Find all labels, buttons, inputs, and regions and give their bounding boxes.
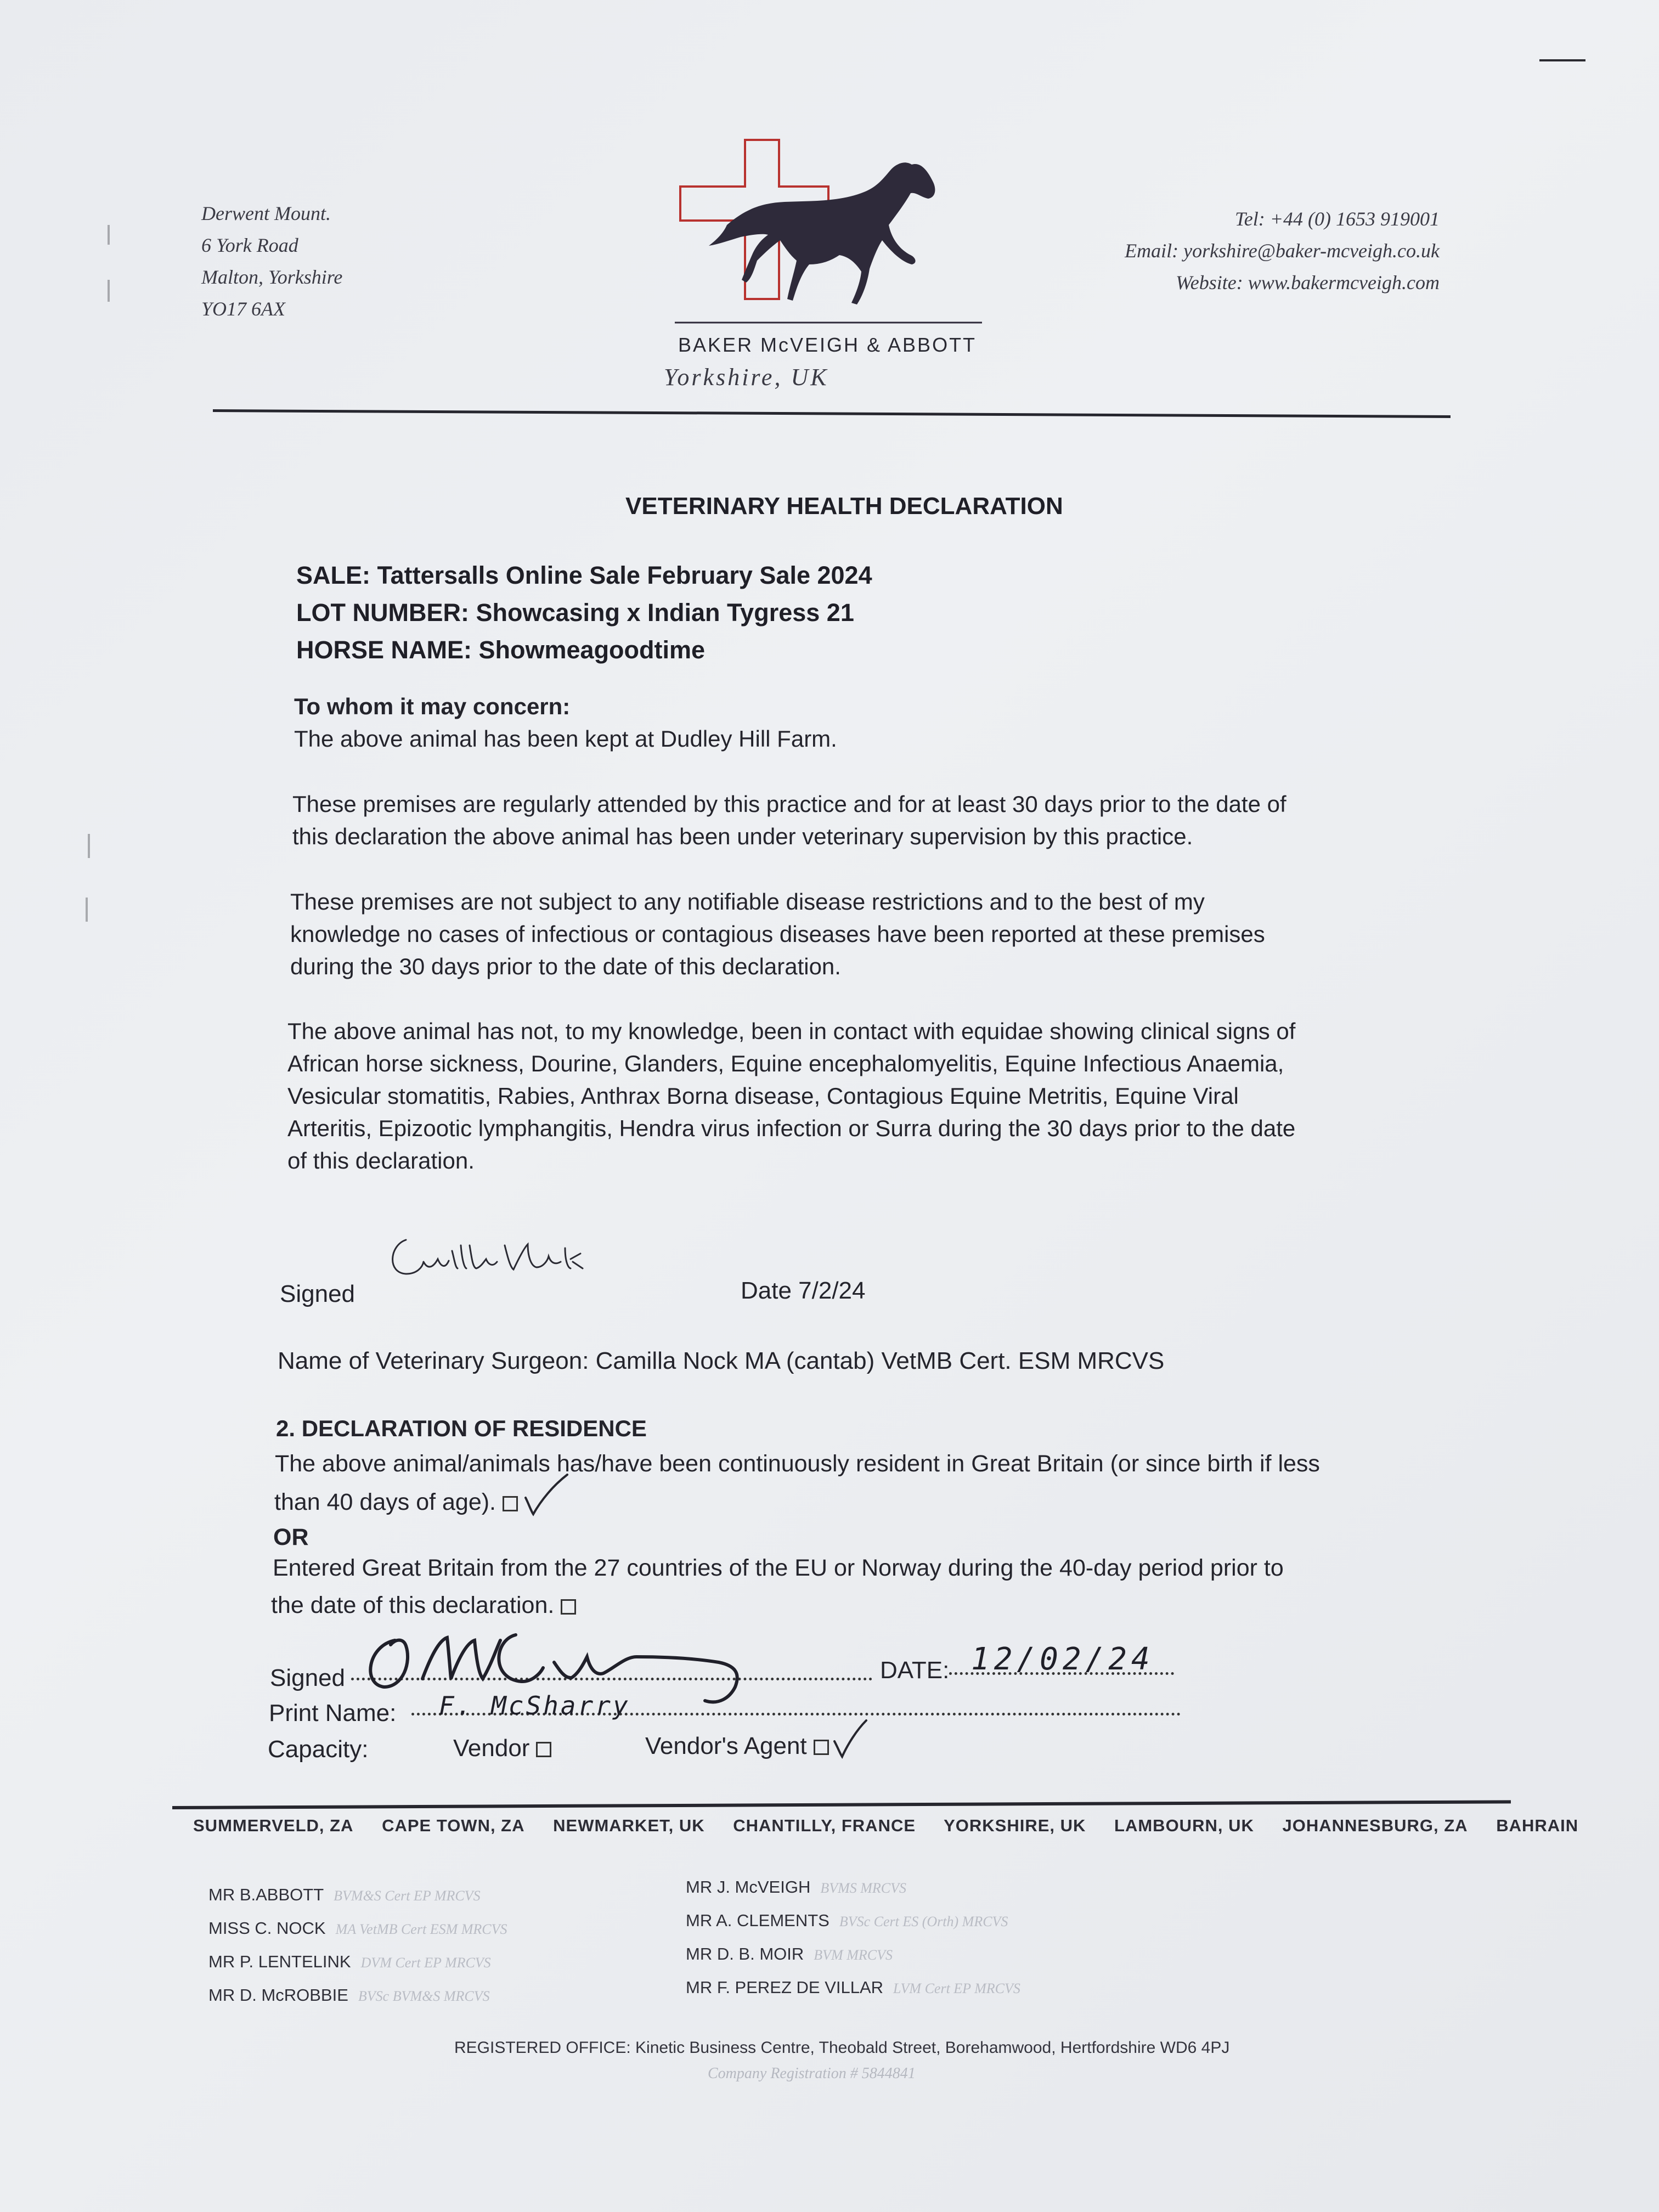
registered-office: REGISTERED OFFICE: Kinetic Business Centre, Theobald Street, Borehamwood, Hertfordshire WD6 4PJ [454,2039,1230,2057]
company-registration: Company Registration # 5844841 [708,2065,916,2082]
checkmark-icon [831,1717,870,1761]
paragraph-line: The above animal has been kept at Dudley Hill Farm. [294,726,837,752]
residence-line: Entered Great Britain from the 27 countries of the EU or Norway during the 40-day period prior to [273,1555,1284,1581]
paragraph-line: this declaration the above animal has been under veterinary supervision by this practice. [292,823,1193,849]
office-location: YORKSHIRE, UK [944,1816,1086,1835]
partners-right [686,1871,1020,2005]
residence-line: the date of this declaration. [271,1592,555,1618]
scan-mark [1539,59,1585,61]
office-location: BAHRAIN [1496,1816,1579,1835]
vendor-agent-checkbox[interactable] [814,1740,829,1755]
agent-signed-label: Signed [270,1664,346,1691]
scan-mark [88,834,90,858]
print-name-handwritten: F. McSharry [439,1691,630,1720]
office-location: JOHANNESBURG, ZA [1282,1816,1468,1835]
checkmark-icon [521,1470,571,1520]
vendor-label: Vendor [453,1735,530,1762]
partner-name: MR F. PEREZ DE VILLAR LVM Cert EP MRCVS [686,1978,1020,1997]
salutation: To whom it may concern: [294,693,571,719]
company-name: BAKER McVEIGH & ABBOTT [678,334,977,356]
paragraph-line: These premises are regularly attended by this practice and for at least 30 days prior to the date of [292,791,1286,817]
sale-line: SALE: Tattersalls Online Sale February Sale 2024 [296,561,872,589]
address-line: 6 York Road [201,234,298,256]
vendor-checkbox[interactable] [536,1742,551,1757]
paragraph-line: knowledge no cases of infectious or contagious diseases have been reported at these premises [290,921,1265,947]
vet-signature [384,1229,592,1289]
or-separator: OR [273,1524,309,1550]
residence-line: than 40 days of age). [274,1489,496,1515]
office-location: SUMMERVELD, ZA [193,1816,354,1835]
horse-name-line: HORSE NAME: Showmeagoodtime [296,636,706,664]
paragraph-line: African horse sickness, Dourine, Glanders, Equine encephalomyelitis, Equine Infectious Anaemia, [287,1051,1284,1076]
supervision-paragraph [292,788,1286,853]
scan-mark [86,898,88,922]
company-logo [675,137,982,324]
paragraph-line: during the 30 days prior to the date of this declaration. [290,953,841,979]
capacity-vendor [453,1735,551,1762]
partner-name: MR P. LENTELINK DVM Cert EP MRCVS [208,1952,491,1971]
horse-icon [709,162,935,304]
agent-date-handwritten: 12/02/24 [971,1641,1154,1677]
partner-name: MR D. McROBBIE BVSc BVM&S MRCVS [208,1985,490,2005]
sale-details [296,557,872,669]
partner-name: MR A. CLEMENTS BVSc Cert ES (Orth) MRCVS [686,1911,1008,1930]
lot-line: LOT NUMBER: Showcasing x Indian Tygress 21 [296,599,854,627]
residence-heading: 2. DECLARATION OF RESIDENCE [276,1415,647,1441]
partner-name: MR D. B. MOIR BVM MRCVS [686,1944,893,1963]
print-name-label: Print Name: [269,1700,397,1726]
contact-line: Tel: +44 (0) 1653 919001 [1235,208,1440,230]
entered-gb-checkbox[interactable] [561,1599,576,1615]
resident-gb-checkbox[interactable] [503,1496,518,1511]
capacity-label: Capacity: [268,1736,369,1763]
scan-mark [108,225,110,245]
office-locations [193,1816,1601,1836]
salutation-block [294,690,837,755]
contact-details [1125,203,1440,298]
address-line: Derwent Mount. [201,202,331,224]
office-location: NEWMARKET, UK [553,1816,705,1835]
office-location: CHANTILLY, FRANCE [733,1816,916,1835]
address-line: Malton, Yorkshire [201,266,343,288]
paragraph-line: Arteritis, Epizootic lymphangitis, Hendra virus infection or Surra during the 30 days prior to the date [287,1115,1296,1141]
vendor-agent-label: Vendor's Agent [645,1733,807,1759]
paragraph-line: These premises are not subject to any notifiable disease restrictions and to the best of my [290,889,1205,915]
company-location: Yorkshire, UK [664,364,829,391]
footer-rule [172,1800,1511,1809]
address-line: YO17 6AX [201,298,285,320]
scan-mark [108,280,110,302]
vet-signed-date: Date 7/2/24 [741,1277,866,1304]
contact-line: Website: www.bakermcveigh.com [1176,272,1440,294]
paragraph-line: The above animal has not, to my knowledge, been in contact with equidae showing clinical signs of [287,1018,1296,1044]
paragraph-line: of this declaration. [287,1148,475,1173]
office-location: CAPE TOWN, ZA [382,1816,525,1835]
contact-line: Email: yorkshire@baker-mcveigh.co.uk [1125,240,1440,262]
paragraph-line: Vesicular stomatitis, Rabies, Anthrax Borna disease, Contagious Equine Metritis, Equine Viral [287,1083,1239,1109]
partner-name: MR B.ABBOTT BVM&S Cert EP MRCVS [208,1885,481,1904]
partners-left [208,1878,507,2012]
vet-signed-label: Signed [280,1280,356,1307]
partner-name: MISS C. NOCK MA VetMB Cert ESM MRCVS [208,1918,507,1938]
vet-name-line: Name of Veterinary Surgeon: Camilla Nock MA (cantab) VetMB Cert. ESM MRCVS [278,1347,1165,1374]
document-title: VETERINARY HEALTH DECLARATION [625,493,1063,520]
office-address [201,198,342,325]
office-location: LAMBOURN, UK [1114,1816,1254,1835]
contact-diseases-paragraph [287,1015,1295,1177]
disease-restrictions-paragraph [290,885,1265,983]
residence-line: The above animal/animals has/have been continuously resident in Great Britain (or since birth if less [275,1451,1320,1477]
header-rule [213,409,1451,418]
partner-name: MR J. McVEIGH BVMS MRCVS [686,1877,907,1897]
residence-option-eu [271,1592,576,1619]
capacity-vendor-agent [645,1733,829,1760]
residence-option-gb [274,1489,518,1516]
agent-date-label: DATE: [880,1657,950,1684]
